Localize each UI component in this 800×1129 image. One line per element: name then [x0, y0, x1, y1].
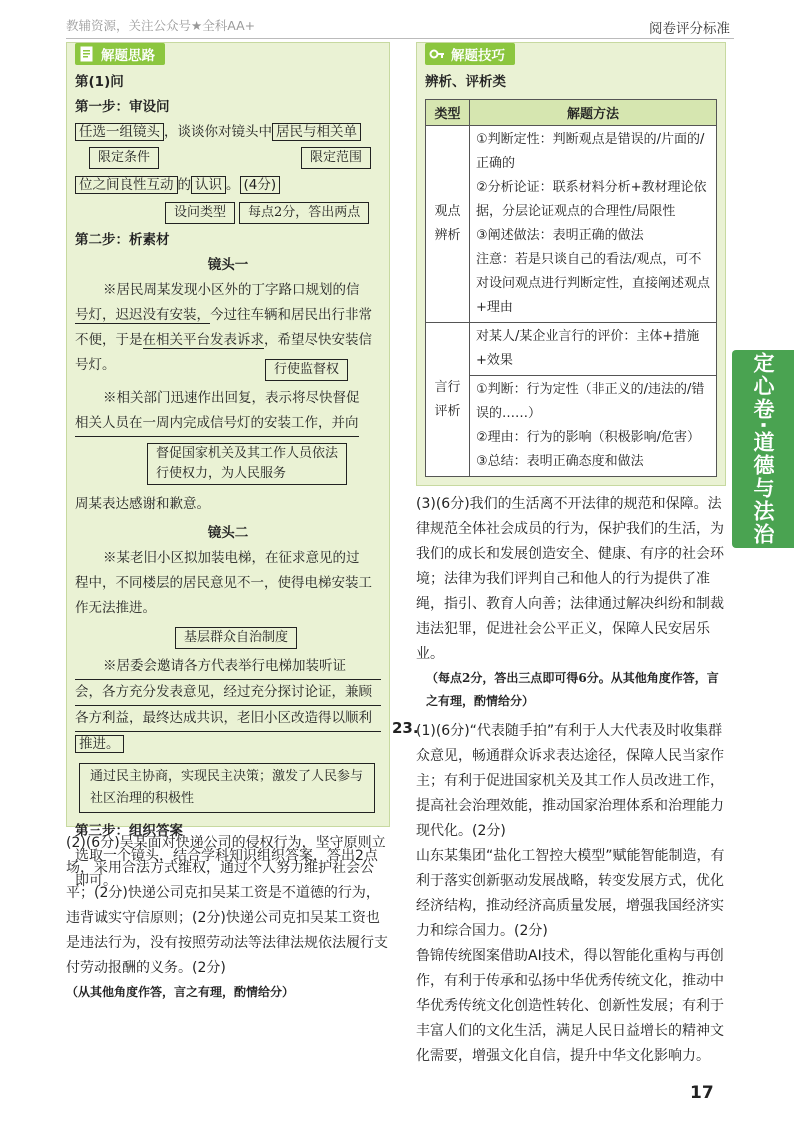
step3-heading: 第三步：组织答案 — [75, 823, 183, 839]
annotation-wrap — [75, 763, 381, 813]
shot2-title: 镜头二 — [207, 525, 249, 541]
q23-block — [392, 719, 726, 1069]
text-line: ※居委会邀请各方代表举行电梯加装听证 — [75, 654, 381, 680]
step1-heading: 第一步：审设问 — [75, 99, 170, 115]
annotation-autonomy: 基层群众自治制度 — [175, 627, 297, 649]
left-column — [66, 42, 390, 1072]
boxed-phrase: (4分) — [240, 176, 281, 194]
text-fragment: 的 — [177, 177, 191, 193]
text-line: 会，各方充分发表意见，经过充分探讨论证，兼顾 — [75, 680, 381, 706]
text-fragment: 。 — [226, 177, 240, 193]
q23-para2: 山东某集团“盐化工智控大模型”赋能智能制造，有利于落实创新驱动发展战略，转变发展方式，优化经济结构，推动经济高质量发展，增强我国经济实力和综合国力。(2分) — [416, 848, 725, 939]
solution-idea-tag — [75, 43, 165, 65]
step1-annotations2 — [75, 198, 381, 226]
boxed-phrase: 推进。 — [75, 735, 124, 753]
shot2-text — [75, 546, 381, 813]
text-line — [75, 353, 381, 378]
text-fragment: ，希望尽快安装信 — [264, 332, 372, 348]
text-line: ※居民周某发现小区外的丁字路口规划的信 — [103, 282, 360, 298]
step1-prompt-line — [75, 120, 381, 145]
table-header-row — [426, 100, 717, 126]
solution-idea-box — [66, 42, 390, 889]
row-method-behavior — [470, 323, 717, 477]
row-type-behavior: 言行评析 — [426, 323, 470, 477]
q3-note: （每点2分，答出三点即可得6分。从其他角度作答，言之有理，酌情给分） — [426, 671, 719, 708]
header-watermark: 教辅资源，关注公众号★全科AA+ — [66, 18, 256, 33]
row-method-viewpoint — [470, 126, 717, 323]
key-icon — [429, 46, 445, 62]
text-line: ※相关部门迅速作出回复，表示将尽快督促 — [103, 390, 360, 406]
page-number: 17 — [690, 1083, 714, 1103]
q3-answer: (3)(6分)我们的生活离不开法律的规范和保障。法律规范全体社会成员的行为，保护我们的生活，为我们的成长和发展创造安全、健康、有序的社会环境；法律为我们评判自己和他人的行为提供了准绳，指引、教育人向善；法律通过解决纠纷和制裁违法犯罪，促进社会公平正义，保障人民安居乐业。 — [416, 496, 724, 662]
method-line: ①判断定性：判断观点是错误的/片面的/正确的 — [476, 132, 705, 171]
step1-prompt-line2 — [75, 173, 381, 198]
step2-heading: 第二步：析素材 — [75, 232, 170, 248]
q2-note: （从其他角度作答，言之有理，酌情给分） — [66, 985, 295, 999]
page-header — [0, 0, 800, 40]
q23-number: 23. — [392, 719, 419, 737]
annotation-supervise: 行使监督权 — [265, 359, 348, 381]
table-header-method: 解题方法 — [470, 100, 717, 126]
annotation-type: 设问类型 — [165, 202, 235, 224]
table-header-type: 类型 — [426, 100, 470, 126]
annotation-urge: 督促国家机关及其工作人员依法行使权力，为人民服务 — [147, 443, 347, 485]
shot1-title: 镜头一 — [207, 257, 249, 273]
document-icon — [79, 46, 95, 62]
text-fragment: 号灯。 — [75, 357, 116, 373]
table-row — [426, 323, 717, 477]
method-line: ②分析论证：联系材料分析+教材理论依据，分层论证观点的合理性/局限性 — [476, 180, 707, 219]
boxed-phrase: 认识 — [191, 176, 226, 194]
q1-heading: 第(1)问 — [75, 74, 124, 90]
text-line: ※某老旧小区拟加装电梯，在征求意见的过 — [103, 550, 360, 566]
text-line: 程中，不同楼层的居民意见不一，使得电梯安装工 — [75, 575, 372, 591]
underlined-phrase: 在相关平台发表诉求 — [142, 332, 264, 348]
method-table — [425, 99, 717, 477]
text-line — [75, 328, 381, 353]
annotation-score: 每点2分，答出两点 — [239, 202, 369, 224]
method-line: ②理由：行为的影响（积极影响/危害） — [476, 430, 701, 445]
annotation-condition: 限定条件 — [89, 147, 159, 169]
q23-para1: (1)(6分)“代表随手拍”有利于人大代表及时收集群众意见，畅通群众诉求表达途径，保障人民当家作主；有利于促进国家机关及其工作人员改进工作，提高社会治理效能，推动国家治理体系和治理能力现代化。(2分) — [416, 723, 724, 839]
annotation-range: 限定范围 — [301, 147, 371, 169]
boxed-phrase: 居民与相关单 — [272, 123, 361, 141]
shot1-text — [75, 278, 381, 517]
method-line: ③阐述做法：表明正确的做法 — [476, 228, 644, 243]
text-fragment: 不便，于是 — [75, 332, 143, 348]
text-line: 各方利益，最终达成共识，老旧小区改造得以顺利 — [75, 706, 381, 732]
tips-subtitle: 辨析、评析类 — [425, 74, 506, 90]
step1-annotations — [75, 145, 381, 171]
method-line: 对某人/某企业言行的评价：主体+措施+效果 — [470, 323, 716, 376]
header-divider — [66, 38, 734, 39]
q23-para3: 鲁锦传统图案借助AI技术，得以智能化重构与再创作，有利于传承和弘扬中华优秀传统文化，推动中华优秀传统文化创造性转化、创新性发展；有利于丰富人们的文化生活，满足人民日益增长的精神文化需要，增强文化自信，提升中华文化影响力。 — [416, 948, 724, 1064]
text-line: 相关人员在一周内完成信号灯的安装工作，并向 — [75, 411, 359, 437]
text-line: 作无法推进。 — [75, 600, 156, 616]
text-line — [75, 303, 381, 328]
q2-answer: (2)(6分)吴某面对快递公司的侵权行为，坚守原则立场，采用合法方式维权，通过个人努力维护社会公平；(2分)快递公司克扣吴某工资是不道德的行为，违背诚实守信原则；(2分)快递公司克扣吴某工资也是违法行为，没有按照劳动法等法律法规依法履行支付劳动报酬的义务。(2分) — [66, 835, 388, 976]
table-row — [426, 126, 717, 323]
text-line — [75, 732, 381, 757]
solution-tips-tag — [425, 43, 515, 65]
text-fragment: 今过往车辆和居民出行非常 — [210, 307, 372, 323]
method-line: ①判断：行为定性（非正义的/违法的/错误的……） — [476, 382, 705, 421]
boxed-phrase: 任选一组镜头 — [75, 123, 164, 141]
method-line: 注意：若是只谈自己的看法/观点，可不对设问观点进行判断定性，直接阐述观点+理由 — [476, 252, 711, 315]
method-line: ③总结：表明正确态度和做法 — [476, 454, 644, 469]
solution-tips-label: 解题技巧 — [451, 48, 505, 64]
solution-tips-box — [416, 42, 726, 486]
annotation-wrap — [75, 443, 381, 486]
underlined-phrase: 号灯，迟迟没有安装， — [75, 307, 210, 323]
annotation-wrap — [75, 625, 381, 650]
annotation-democracy: 通过民主协商，实现民主决策；激发了人民参与社区治理的积极性 — [79, 763, 375, 813]
text-line: 周某表达感谢和歉意。 — [75, 496, 210, 512]
text-fragment: ，谈谈你对镜头中 — [164, 124, 272, 140]
section-side-tab: 定心卷·道德与法治 — [732, 350, 794, 548]
boxed-phrase: 位之间良性互动 — [75, 176, 178, 194]
right-column — [392, 42, 726, 1069]
row-type-viewpoint: 观点辨析 — [426, 126, 470, 323]
solution-idea-label: 解题思路 — [101, 48, 155, 64]
step3-text: 选取一个镜头，结合学科知识组织答案，答出2点即可。 — [75, 848, 378, 889]
header-title: 阅卷评分标准 — [649, 21, 730, 37]
